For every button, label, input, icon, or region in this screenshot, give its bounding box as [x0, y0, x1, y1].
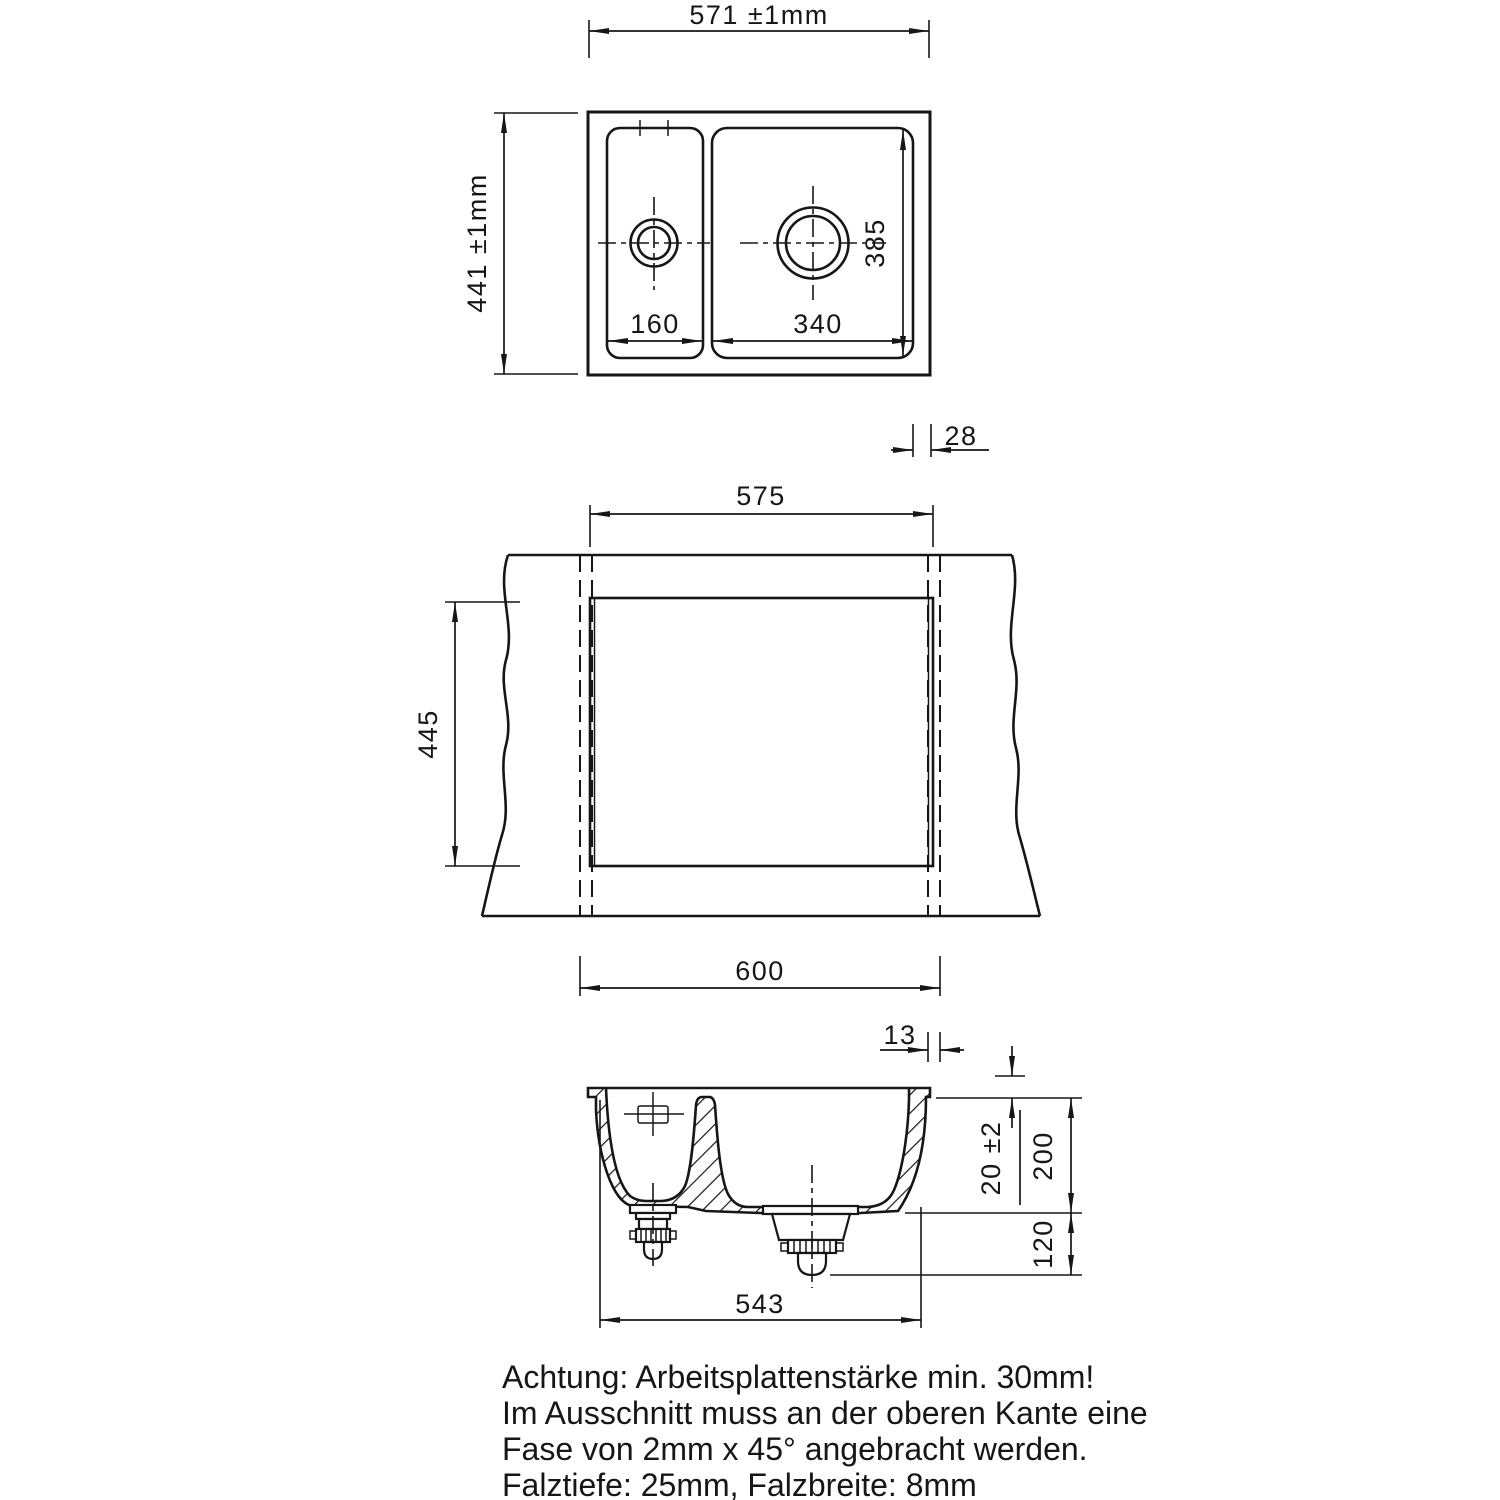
dim-rebate-offset [880, 1020, 964, 1062]
dim-cutout-depth-label: 445 [413, 709, 443, 759]
dim-large-bowl-depth-label: 385 [860, 218, 890, 268]
note-line-4: Falztiefe: 25mm, Falzbreite: 8mm [502, 1467, 977, 1500]
dim-cutout-width-label: 600 [735, 956, 785, 986]
dim-rebate-offset-label: 13 [883, 1020, 917, 1050]
small-bowl-drain [630, 1183, 676, 1266]
notes-block [502, 1359, 1148, 1500]
dim-rebate-width [590, 481, 933, 547]
cutout-hidden-lines [580, 555, 940, 916]
note-line-2: Im Ausschnitt muss an der oberen Kante eine [502, 1395, 1148, 1431]
drain-centerlines [598, 186, 886, 300]
dim-overall-depth [462, 113, 578, 374]
note-line-3: Fase von 2mm x 45° angebracht werden. [502, 1431, 1088, 1467]
dim-overall-width [589, 0, 929, 58]
dim-cutout-width [580, 956, 940, 996]
installation-view [413, 481, 1040, 1062]
dim-right-rim-label: 28 [944, 421, 978, 451]
dim-underside-width-label: 543 [735, 1289, 785, 1319]
dim-rim-recess [976, 1046, 1020, 1205]
dim-drain-clearance-label: 120 [1028, 1219, 1058, 1269]
dim-small-bowl-width-label: 160 [630, 309, 680, 339]
dim-rim-recess-label: 20 ±2 [976, 1120, 1006, 1196]
dim-drain-clearance [1028, 1213, 1071, 1275]
note-line-1: Achtung: Arbeitsplattenstärke min. 30mm! [502, 1359, 1095, 1395]
dim-bowl-depth-label: 200 [1028, 1131, 1058, 1181]
dim-bowl-depth [1028, 1098, 1071, 1213]
top-view [462, 0, 989, 457]
large-bowl-drain [763, 1165, 858, 1288]
dim-large-bowl-width-label: 340 [793, 309, 843, 339]
dim-small-bowl-width [608, 309, 702, 341]
countertop-break-line-left [482, 555, 509, 916]
dim-large-bowl-depth [860, 130, 903, 356]
dim-rebate-width-label: 575 [736, 481, 786, 511]
overflow-symbol [624, 1092, 684, 1136]
sink-in-cutout-outline [590, 598, 933, 866]
dim-overall-width-label: 571 ±1mm [689, 0, 829, 30]
dim-overall-depth-label: 441 ±1mm [462, 173, 492, 313]
countertop-break-line-right [1011, 555, 1040, 916]
section-view [588, 1046, 1082, 1328]
dim-right-rim [891, 421, 989, 457]
dim-large-bowl-width [713, 309, 912, 341]
